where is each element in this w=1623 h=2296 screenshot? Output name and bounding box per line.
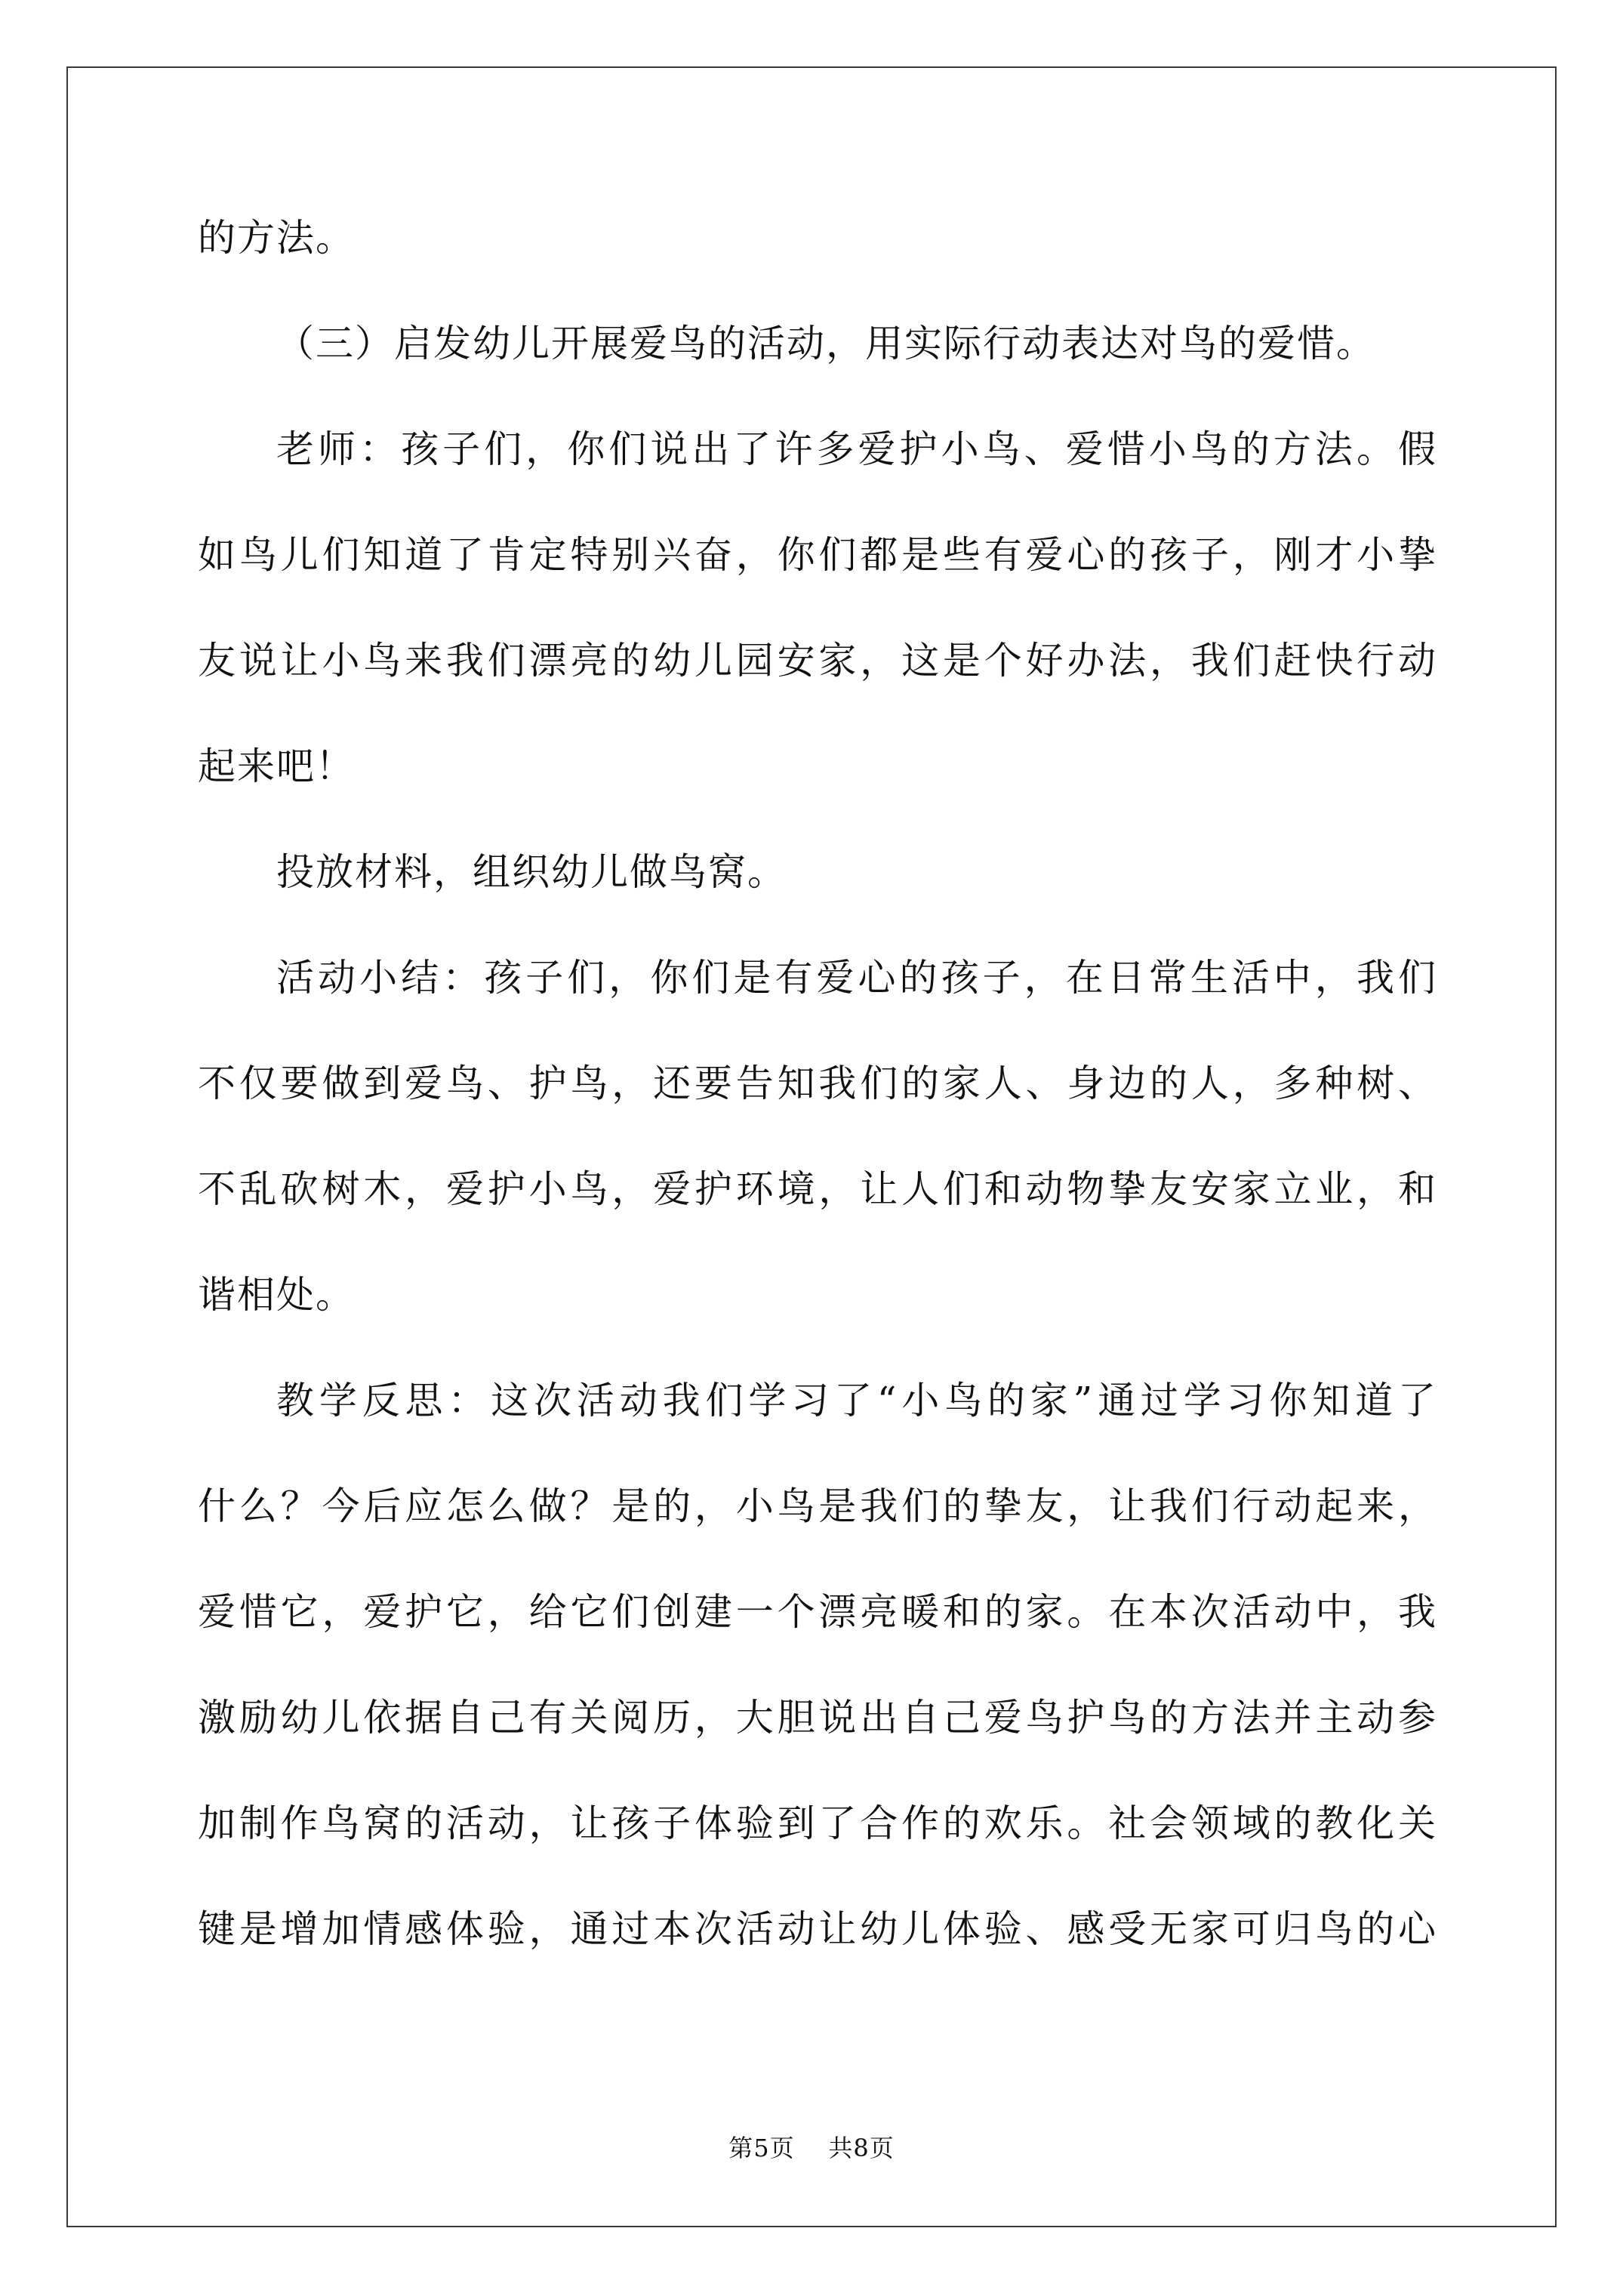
- text-line: 不乱砍树木，爱护小鸟，爱护环境，让人们和动物挚友安家立业，和: [198, 1167, 1437, 1211]
- text-line: 老师：孩子们，你们说出了许多爱护小鸟、爱惜小鸟的方法。假: [276, 427, 1437, 471]
- page-number: 第5页: [728, 2134, 795, 2162]
- text-line: 键是增加情感体验，通过本次活动让幼儿体验、感受无家可归鸟的心: [198, 1907, 1437, 1951]
- text-line: 加制作鸟窝的活动，让孩子体验到了合作的欢乐。社会领域的教化关: [198, 1801, 1437, 1845]
- text-line: 友说让小鸟来我们漂亮的幼儿园安家，这是个好办法，我们赶快行动: [198, 639, 1437, 683]
- text-line: 激励幼儿依据自己有关阅历，大胆说出自己爱鸟护鸟的方法并主动参: [198, 1696, 1437, 1740]
- text-line: 投放材料，组织幼儿做鸟窝。: [276, 850, 787, 894]
- page-total: 共8页: [828, 2134, 895, 2162]
- text-line: 起来吧！: [198, 744, 355, 788]
- text-line: 的方法。: [198, 216, 355, 260]
- text-line: （三）启发幼儿开展爱鸟的活动，用实际行动表达对鸟的爱惜。: [276, 322, 1375, 365]
- text-line: 教学反思：这次活动我们学习了“小鸟的家”通过学习你知道了: [276, 1379, 1437, 1422]
- page-footer: [0, 2129, 1623, 2164]
- text-line: 谐相处。: [198, 1273, 355, 1317]
- text-line: 如鸟儿们知道了肯定特别兴奋，你们都是些有爱心的孩子，刚才小挚: [198, 533, 1437, 577]
- text-line: 爱惜它，爱护它，给它们创建一个漂亮暖和的家。在本次活动中，我: [198, 1590, 1437, 1634]
- text-line: 活动小结：孩子们，你们是有爱心的孩子，在日常生活中，我们: [276, 956, 1437, 1000]
- text-line: 什么？今后应怎么做？是的，小鸟是我们的挚友，让我们行动起来，: [198, 1484, 1437, 1528]
- text-line: 不仅要做到爱鸟、护鸟，还要告知我们的家人、身边的人，多种树、: [198, 1062, 1437, 1105]
